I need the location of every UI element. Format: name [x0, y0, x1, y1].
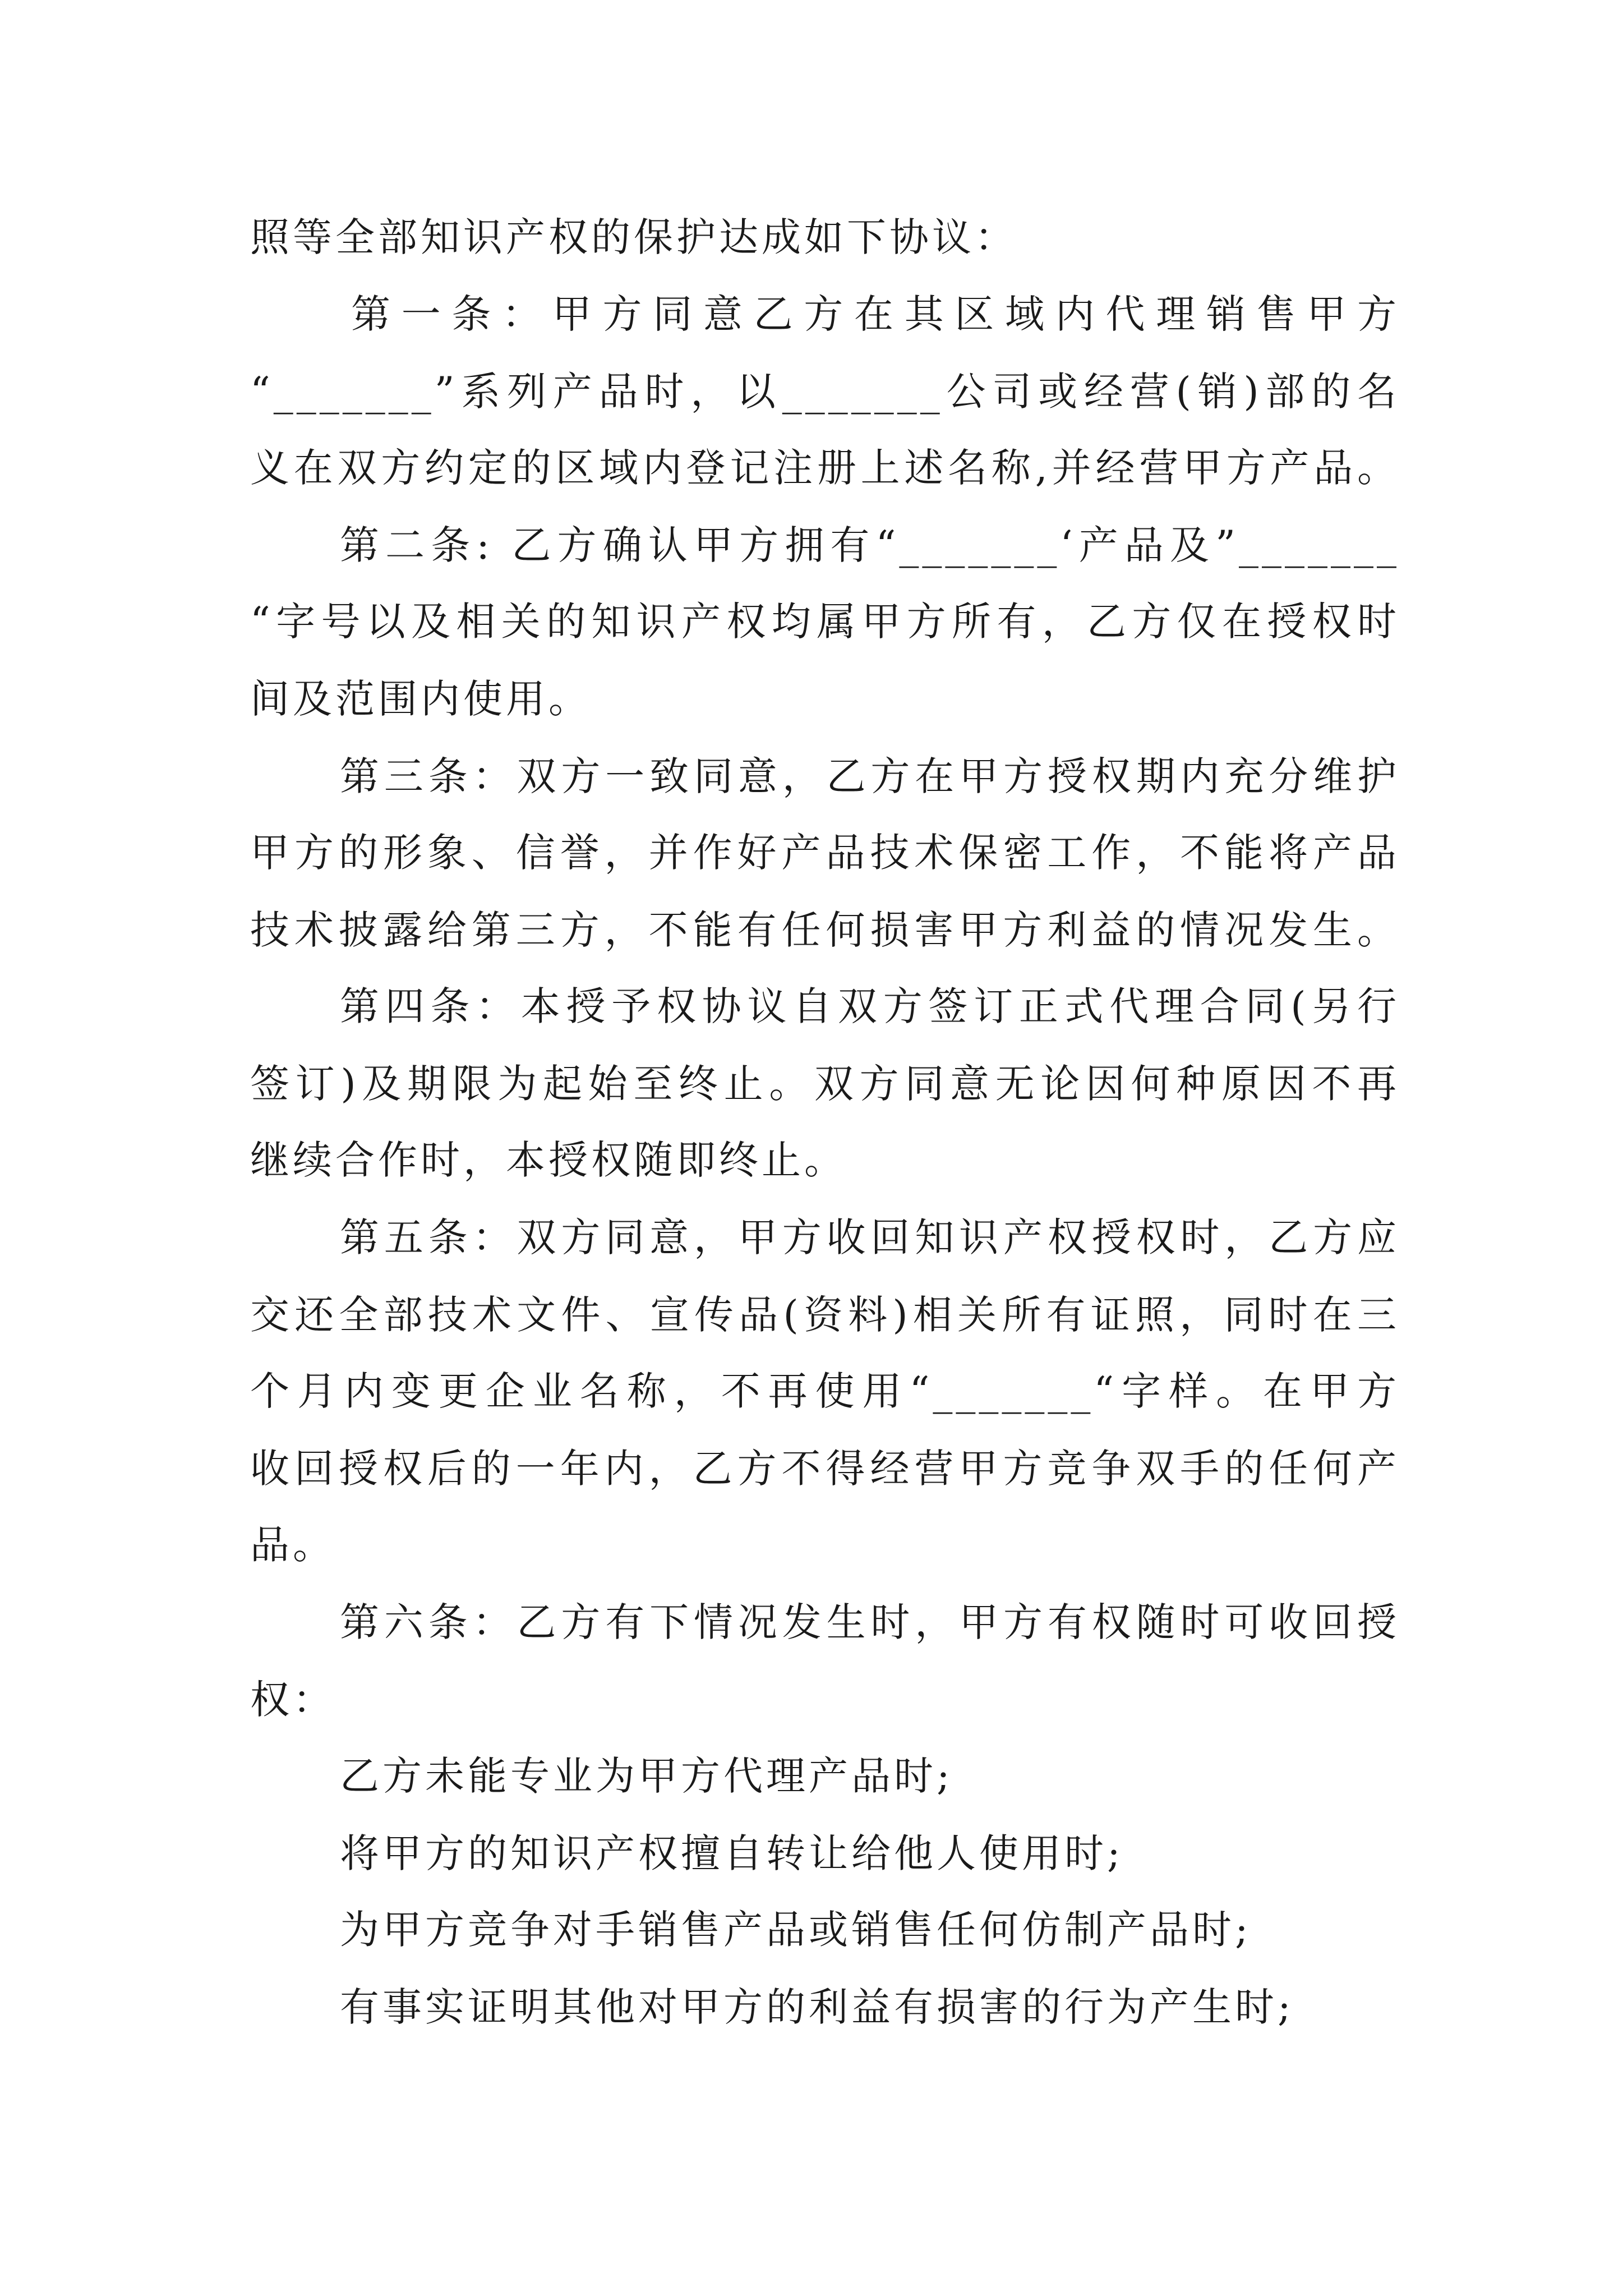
condition-item-4: 有事实证明其他对甲方的利益有损害的行为产生时; [340, 1984, 1294, 2030]
article-5-line-2: 交还全部技术文件、宣传品(资料)相关所有证照，同时在三 [250, 1292, 1400, 1338]
article-5-line-5: 品。 [250, 1522, 335, 1568]
article-2-line-1: 第二条: 乙方确认甲方拥有“_______‘产品及”_______ [340, 522, 1400, 568]
article-3-line-3: 技术披露给第三方，不能有任何损害甲方利益的情况发生。 [250, 907, 1400, 953]
article-5-line-4: 收回授权后的一年内，乙方不得经营甲方竞争双手的任何产 [250, 1446, 1400, 1492]
condition-item-2: 将甲方的知识产权擅自转让给他人使用时; [340, 1830, 1124, 1876]
condition-item-1: 乙方未能专业为甲方代理产品时; [340, 1753, 953, 1799]
article-5-line-1: 第五条：双方同意，甲方收回知识产权授权时，乙方应 [340, 1214, 1400, 1260]
article-3-line-2: 甲方的形象、信誉，并作好产品技术保密工作，不能将产品 [250, 830, 1400, 876]
article-2-line-3: 间及范围内使用。 [250, 676, 591, 722]
condition-item-3: 为甲方竞争对手销售产品或销售任何仿制产品时; [340, 1907, 1252, 1953]
article-4-line-1: 第四条：本授予权协议自双方签订正式代理合同(另行 [340, 983, 1400, 1029]
article-1-line-3: 义在双方约定的区域内登记注册上述名称,并经营甲方产品。 [250, 445, 1400, 491]
article-4-line-2: 签订)及期限为起始至终止。双方同意无论因何种原因不再 [250, 1061, 1400, 1107]
article-2-line-2: “字号以及相关的知识产权均属甲方所有，乙方仅在授权时 [250, 599, 1400, 645]
article-1-line-1: 第一条：甲方同意乙方在其区域内代理销售甲方 [351, 291, 1400, 337]
article-4-line-3: 继续合作时，本授权随即终止。 [250, 1137, 847, 1183]
article-6-line-1: 第六条：乙方有下情况发生时，甲方有权随时可收回授 [340, 1599, 1400, 1645]
article-5-line-3: 个月内变更企业名称，不再使用“_______“字样。在甲方 [250, 1368, 1400, 1414]
text-line-1: 照等全部知识产权的保护达成如下协议： [250, 214, 1017, 260]
article-1-line-2: “_______”系列产品时，以_______公司或经营(销)部的名 [250, 369, 1400, 415]
article-6-line-2: 权： [250, 1677, 335, 1723]
article-3-line-1: 第三条：双方一致同意，乙方在甲方授权期内充分维护 [340, 753, 1400, 799]
